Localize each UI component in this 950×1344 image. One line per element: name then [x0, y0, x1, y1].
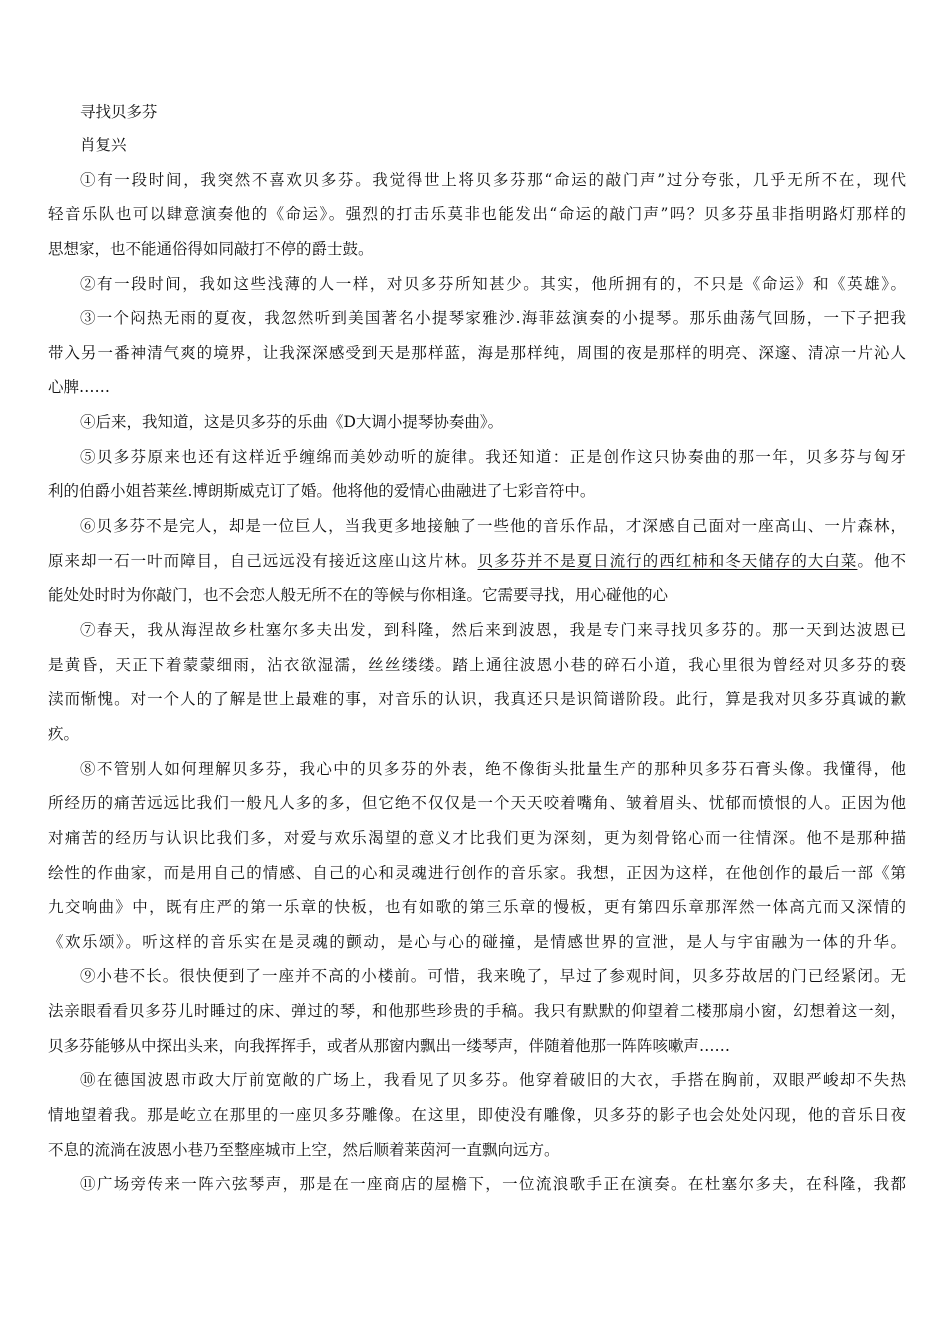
paragraph-3-line: ③一个闷热无雨的夏夜，我忽然听到美国著名小提琴家雅沙.海菲兹演奏的小提琴。那乐曲荡气回肠，一下子把我 [80, 309, 906, 327]
paragraph-6-text: 原来却一石一叶而障目，自己远远没有接近这座山这片林。 [48, 552, 478, 570]
paragraph-8-line: 绘性的作曲家，而是用自己的情感、自己的心和灵魂进行创作的音乐家。我想，正因为这样，在他创作的最后一部《第 [48, 864, 906, 882]
paragraph-4-line: ④后来，我知道，这是贝多芬的乐曲《D大调小提琴协奏曲》。 [80, 413, 504, 431]
paragraph-2-line: ②有一段时间，我如这些浅薄的人一样，对贝多芬所知甚少。其实，他所拥有的，不只是《命运》和《英雄》。 [80, 275, 906, 293]
paragraph-1-line: 思想家，也不能通俗得如同敲打不停的爵士鼓。 [48, 240, 374, 258]
article-title: 寻找贝多芬 [80, 103, 158, 121]
paragraph-9-line: ⑨小巷不长。很快便到了一座并不高的小楼前。可惜，我来晚了，早过了参观时间，贝多芬故居的门已经紧闭。无 [80, 967, 906, 985]
paragraph-7-line: ⑦春天，我从海涅故乡杜塞尔多夫出发，到科隆，然后来到波恩，我是专门来寻找贝多芬的。那一天到达波恩已 [80, 621, 906, 639]
paragraph-7-line: 是黄昏，天正下着蒙蒙细雨，沾衣欲湿濡，丝丝缕缕。踏上通往波恩小巷的碎石小道，我心里很为曾经对贝多芬的亵 [48, 656, 906, 674]
paragraph-8-line: 所经历的痛苦远远比我们一般凡人多的多，但它绝不仅仅是一个天天咬着嘴角、皱着眉头、忧郁而愤恨的人。正因为他 [48, 794, 906, 812]
paragraph-9-line: 法亲眼看看贝多芬儿时睡过的床、弹过的琴，和他那些珍贵的手稿。我只有默默的仰望着二楼那扇小窗，幻想着这一刻， [48, 1002, 906, 1020]
paragraph-8-line: 《欢乐颂》。听这样的音乐实在是灵魂的颤动，是心与心的碰撞，是情感世界的宣泄，是人与宇宙融为一体的升华。 [48, 933, 906, 951]
paragraph-6-line: ⑥贝多芬不是完人，却是一位巨人，当我更多地接触了一些他的音乐作品，才深感自己面对一座高山、一片森林， [80, 517, 906, 535]
paragraph-11-line: ⑪广场旁传来一阵六弦琴声，那是在一座商店的屋檐下，一位流浪歌手正在演奏。在杜塞尔多夫，在科隆，我都 [80, 1175, 906, 1193]
paragraph-9-line: 贝多芬能够从中探出头来，向我挥挥手，或者从那窗内飘出一缕琴声，伴随着他那一阵阵咳嗽声…… [48, 1037, 731, 1055]
paragraph-8-line: ⑧不管别人如何理解贝多芬，我心中的贝多芬的外表，绝不像街头批量生产的那种贝多芬石膏头像。我懂得，他 [80, 760, 906, 778]
paragraph-1-line: 轻音乐队也可以肆意演奏他的《命运》。强烈的打击乐莫非也能发出“命运的敲门声”吗？贝多芬虽非指明路灯那样的 [48, 205, 906, 223]
paragraph-8-line: 九交响曲》中，既有庄严的第一乐章的快板，也有如歌的第三乐章的慢板，更有第四乐章那浑然一体高亢而又深情的 [48, 898, 906, 916]
paragraph-1-line: ①有一段时间，我突然不喜欢贝多芬。我觉得世上将贝多芬那“命运的敲门声”过分夸张，几乎无所不在，现代 [80, 171, 906, 189]
paragraph-6-text: 。他不 [857, 552, 906, 570]
paragraph-5-line: ⑤贝多芬原来也还有这样近乎缠绵而美妙动听的旋律。我还知道：正是创作这只协奏曲的那一年，贝多芬与匈牙 [80, 448, 906, 466]
paragraph-3-line: 带入另一番神清气爽的境界，让我深深感受到天是那样蓝，海是那样纯，周围的夜是那样的明亮、深邃、清凉一片沁人 [48, 344, 906, 362]
paragraph-7-line: 渎而惭愧。对一个人的了解是世上最难的事，对音乐的认识，我真还只是识简谱阶段。此行，算是我对贝多芬真诚的歉 [48, 690, 906, 708]
paragraph-6-line: 能处处时时为你敲门，也不会恋人般无所不在的等候与你相逢。它需要寻找，用心碰他的心 [48, 586, 669, 604]
paragraph-10-line: 不息的流淌在波恩小巷乃至整座城市上空，然后顺着莱茵河一直飘向远方。 [48, 1141, 560, 1159]
paragraph-6-line [48, 551, 906, 571]
paragraph-10-line: ⑩在德国波恩市政大厅前宽敞的广场上，我看见了贝多芬。他穿着破旧的大衣，手搭在胸前，双眼严峻却不失热 [80, 1071, 906, 1089]
paragraph-7-line: 疚。 [48, 725, 80, 743]
paragraph-3-line: 心脾…… [48, 378, 111, 396]
paragraph-10-line: 情地望着我。那是屹立在那里的一座贝多芬雕像。在这里，即使没有雕像，贝多芬的影子也会处处闪现，他的音乐日夜 [48, 1106, 906, 1124]
paragraph-8-line: 对痛苦的经历与认识比我们多，对爱与欢乐渴望的意义才比我们更为深刻，更为刻骨铭心而一往情深。他不是那种描 [48, 829, 906, 847]
paragraph-5-line: 利的伯爵小姐苔莱丝.博朗斯威克订了婚。他将他的爱情心曲融进了七彩音符中。 [48, 482, 596, 500]
underlined-sentence: 贝多芬并不是夏日流行的西红柿和冬天储存的大白菜 [477, 552, 858, 570]
article-author: 肖复兴 [80, 136, 127, 154]
